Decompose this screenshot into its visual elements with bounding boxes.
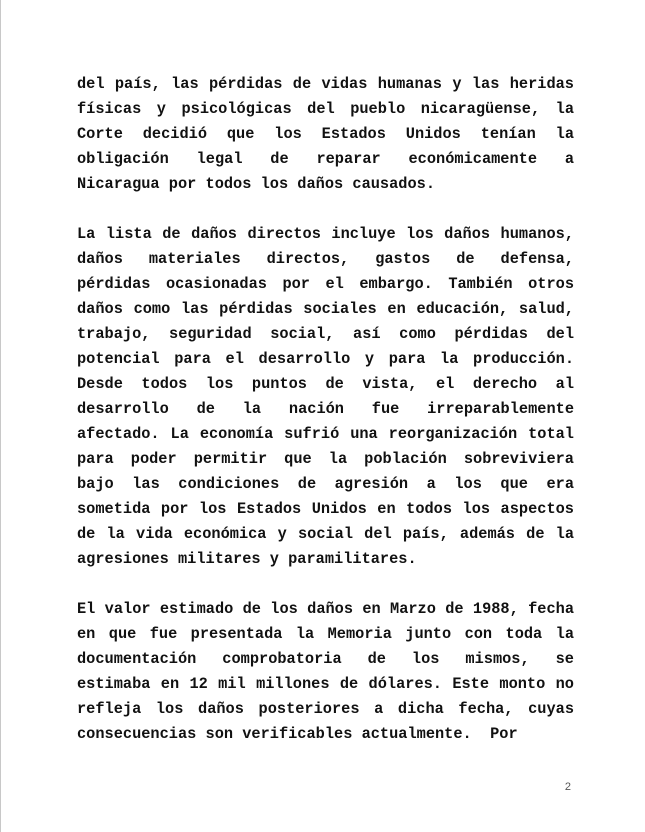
text-line: pérdidas ocasionadas por el embargo. También otros — [77, 275, 574, 293]
text-line: físicas y psicológicas del pueblo nicaragüense, la — [77, 100, 574, 118]
text-line: trabajo, seguridad social, así como pérdidas del — [77, 325, 574, 343]
text-line: en que fue presentada la Memoria junto con toda la — [77, 625, 574, 643]
body-text — [77, 72, 574, 772]
text-line: Corte decidió que los Estados Unidos tenían la — [77, 125, 574, 143]
text-line: La lista de daños directos incluye los daños humanos, — [77, 225, 574, 243]
page-number: 2 — [564, 781, 571, 793]
text-line: de la vida económica y social del país, además de la — [77, 525, 574, 543]
text-line: daños como las pérdidas sociales en educación, salud, — [77, 300, 574, 318]
text-line: obligación legal de reparar económicamente a — [77, 150, 574, 168]
text-line: agresiones militares y paramilitares. — [77, 550, 417, 568]
text-line: afectado. La economía sufrió una reorganización total — [77, 425, 574, 443]
paragraph-1 — [77, 72, 574, 197]
text-line: potencial para el desarrollo y para la producción. — [77, 350, 574, 368]
text-line: para poder permitir que la población sobreviviera — [77, 450, 574, 468]
text-line: consecuencias son verificables actualmente. Por — [77, 725, 518, 743]
text-line: bajo las condiciones de agresión a los que era — [77, 475, 574, 493]
text-line: Nicaragua por todos los daños causados. — [77, 175, 436, 193]
paragraph-2 — [77, 222, 574, 572]
text-line: daños materiales directos, gastos de defensa, — [77, 250, 574, 268]
paragraph-3 — [77, 597, 574, 747]
text-line: El valor estimado de los daños en Marzo de 1988, fecha — [77, 600, 574, 618]
text-line: estimaba en 12 mil millones de dólares. Este monto no — [77, 675, 574, 693]
text-line: sometida por los Estados Unidos en todos los aspectos — [77, 500, 574, 518]
text-line: desarrollo de la nación fue irreparablemente — [77, 400, 574, 418]
text-line: refleja los daños posteriores a dicha fecha, cuyas — [77, 700, 574, 718]
text-line: documentación comprobatoria de los mismos, se — [77, 650, 574, 668]
text-line: Desde todos los puntos de vista, el derecho al — [77, 375, 574, 393]
text-line: del país, las pérdidas de vidas humanas y las heridas — [77, 75, 574, 93]
